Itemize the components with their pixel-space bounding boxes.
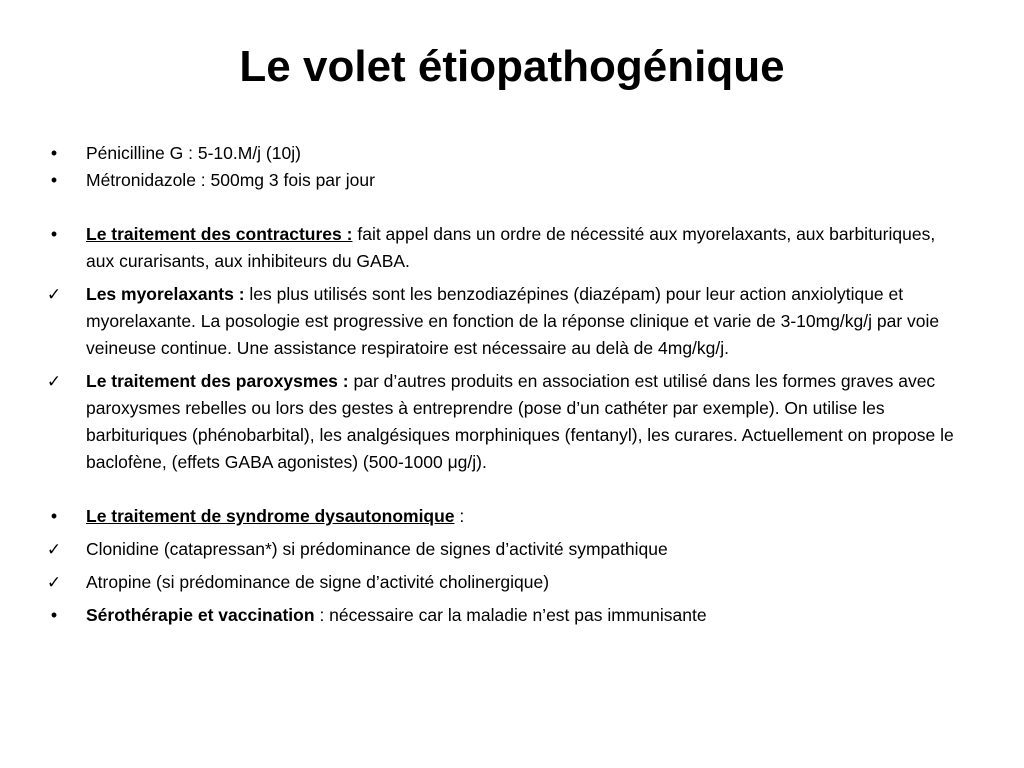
bullet-icon: • xyxy=(50,170,58,190)
list-item-metronidazole xyxy=(44,167,964,194)
list-item-myorelaxants xyxy=(44,281,964,362)
list-item-atropine xyxy=(44,569,964,596)
spacer xyxy=(44,476,964,503)
list-item-dysautonomique xyxy=(44,503,964,530)
item-lead: Le traitement de syndrome dysautonomique xyxy=(86,506,455,526)
item-lead: Le traitement des paroxysmes : xyxy=(86,371,349,391)
spacer xyxy=(44,194,964,221)
bullet-icon: • xyxy=(50,506,58,526)
item-text: les plus utilisés sont les benzodiazépines (diazépam) pour leur action anxiolytique et myorelaxante. La posologie est progressive en fonction de la réponse clinique et varie de 3-10mg/kg/j par voie veineuse continue. Une assistance respiratoire est nécessaire au delà de 4mg/kg/j. xyxy=(86,284,940,358)
item-lead: Le traitement des contractures : xyxy=(86,224,353,244)
item-lead: Les myorelaxants : xyxy=(86,284,245,304)
checkmark-icon: ✓ xyxy=(46,372,62,391)
slide-body xyxy=(44,140,964,629)
bullet-icon: • xyxy=(50,224,58,244)
bullet-icon: • xyxy=(50,143,58,163)
item-text: Atropine (si prédominance de signe d’activité cholinergique) xyxy=(86,572,550,592)
list-item-penicilline xyxy=(44,140,964,167)
checkmark-icon: ✓ xyxy=(46,573,62,592)
list-item-paroxysmes xyxy=(44,368,964,476)
item-text: : nécessaire car la maladie n’est pas immunisante xyxy=(319,605,707,625)
list-item-contractures xyxy=(44,221,964,275)
item-lead: Sérothérapie et vaccination xyxy=(86,605,315,625)
item-text: : xyxy=(459,506,465,526)
checkmark-icon: ✓ xyxy=(46,285,62,304)
checkmark-icon: ✓ xyxy=(46,540,62,559)
item-text: Métronidazole : 500mg 3 fois par jour xyxy=(86,170,375,190)
list-item-clonidine xyxy=(44,536,964,563)
item-text: Pénicilline G : 5-10.M/j (10j) xyxy=(86,143,301,163)
slide-title: Le volet étiopathogénique xyxy=(239,42,785,91)
list-item-serotherapie xyxy=(44,602,964,629)
item-text: par d’autres produits en association est utilisé dans les formes graves avec paroxysmes rebelles ou lors des gestes à entreprendre (pose d’un cathéter par exemple). On utilise les barbituriques (phénobarbital), les analgésiques morphiniques (fentanyl), les curares. Actuellement on propose le baclofène, (effets GABA agonistes) (500-1000 μg/j). xyxy=(86,371,954,472)
item-text: fait appel dans un ordre de nécessité aux myorelaxants, aux barbituriques, aux curarisants, aux inhibiteurs du GABA. xyxy=(86,224,936,271)
item-text: Clonidine (catapressan*) si prédominance de signes d’activité sympathique xyxy=(86,539,668,559)
bullet-icon: • xyxy=(50,605,58,625)
